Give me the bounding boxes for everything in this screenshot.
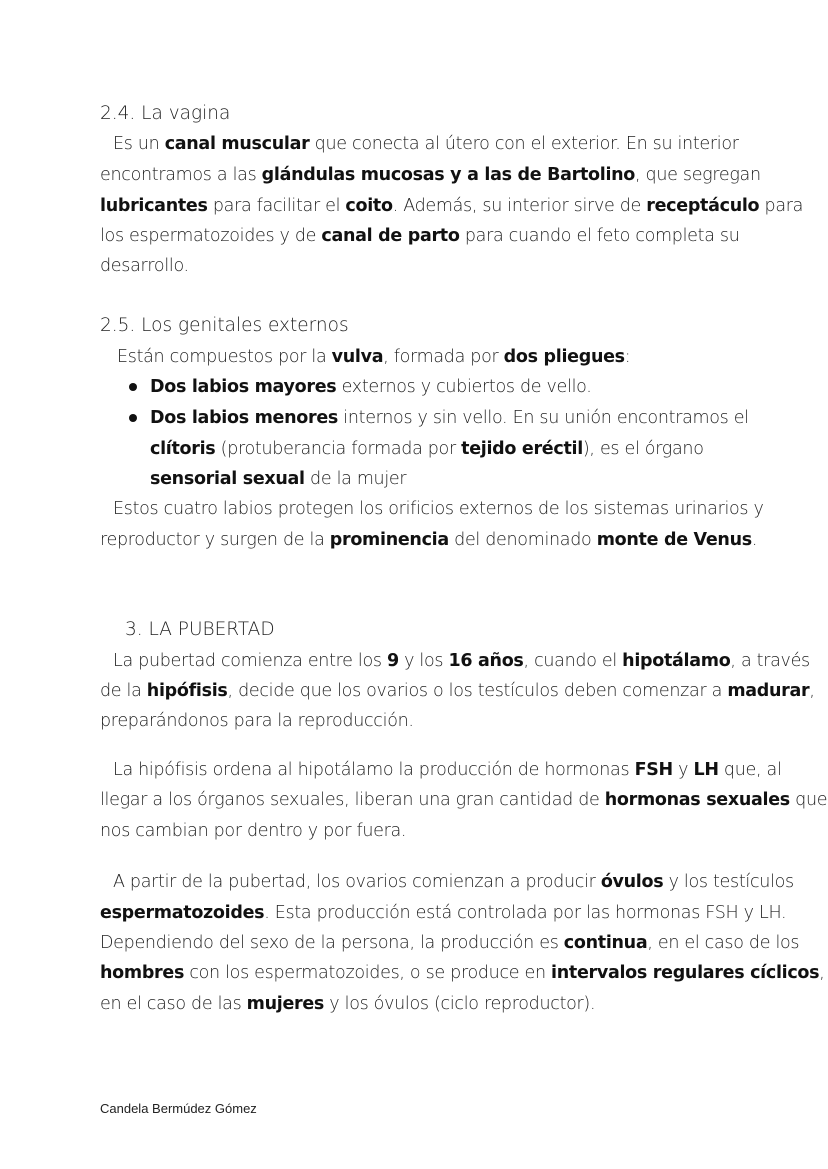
- text-run: del denominado: [448, 530, 597, 550]
- bold-term: hipófisis: [146, 681, 228, 701]
- bold-term: canal muscular: [164, 134, 310, 154]
- text-run: internos y sin vello. En su unión encontramos el: [338, 408, 749, 428]
- text-run: y: [672, 760, 694, 780]
- text-run: para: [759, 196, 804, 216]
- text-run: en el caso de las: [100, 994, 247, 1014]
- bold-term: glándulas mucosas y a las de Bartolino: [261, 165, 636, 185]
- footer-author: Candela Bermúdez Gómez: [100, 1101, 257, 1116]
- paragraph-line: [113, 871, 794, 893]
- bold-term: intervalos regulares cíclicos: [551, 963, 820, 983]
- text-run: nos cambian por dentro y por fuera.: [100, 821, 407, 841]
- text-run: Es un: [113, 134, 165, 154]
- paragraph-line: [100, 164, 761, 186]
- bold-term: clítoris: [150, 439, 216, 459]
- text-run: los espermatozoides y de: [100, 226, 322, 246]
- text-run: desarrollo.: [100, 256, 189, 276]
- text-run: La pubertad comienza entre los: [113, 651, 387, 671]
- text-run: Dependiendo del sexo de la persona, la producción es: [100, 933, 564, 953]
- text-run: y los óvulos (ciclo reproductor).: [324, 994, 596, 1014]
- text-run: con los espermatozoides, o se produce en: [184, 963, 552, 983]
- text-run: , que segregan: [635, 165, 761, 185]
- bold-term: FSH: [634, 760, 673, 780]
- paragraph-line: [100, 710, 414, 732]
- bold-term: receptáculo: [646, 196, 760, 216]
- list-item-line: [150, 438, 704, 460]
- bold-term: dos pliegues: [503, 347, 625, 367]
- text-run: ,: [819, 963, 825, 983]
- text-run: A partir de la pubertad, los ovarios comienzan a producir: [113, 872, 601, 892]
- list-item-line: [150, 407, 749, 429]
- bold-term: espermatozoides: [100, 903, 265, 923]
- bold-term: continua: [563, 933, 648, 953]
- text-run: y los testículos: [663, 872, 794, 892]
- paragraph-line: [100, 680, 815, 702]
- paragraph-line: [113, 498, 764, 520]
- bold-term: vulva: [331, 347, 384, 367]
- paragraph-line: [100, 225, 740, 247]
- text-run: de la mujer: [304, 469, 407, 489]
- text-run: para cuando el feto completa su: [459, 226, 740, 246]
- text-run: ), es el órgano: [582, 439, 704, 459]
- section-title-pubertad: 3. LA PUBERTAD: [125, 619, 275, 640]
- text-run: de la: [100, 681, 147, 701]
- text-run: que: [789, 790, 828, 810]
- bold-term: hombres: [100, 963, 185, 983]
- paragraph-line: [100, 993, 595, 1015]
- text-run: , cuando el: [523, 651, 623, 671]
- bold-term: 16 años: [448, 651, 524, 671]
- bold-term: canal de parto: [321, 226, 460, 246]
- text-run: que, al: [718, 760, 782, 780]
- paragraph-line: [113, 133, 739, 155]
- bold-term: sensorial sexual: [150, 469, 305, 489]
- bold-term: lubricantes: [100, 196, 208, 216]
- paragraph-line: [100, 529, 757, 551]
- text-run: externos y cubiertos de vello.: [336, 377, 592, 397]
- section-title-genitales: 2.5. Los genitales externos: [100, 315, 349, 336]
- paragraph-line: [113, 759, 782, 781]
- bold-term: 9: [386, 651, 399, 671]
- paragraph-line: [100, 789, 827, 811]
- paragraph-line: [113, 650, 810, 672]
- bold-term: hormonas sexuales: [604, 790, 790, 810]
- text-run: , formada por: [383, 347, 504, 367]
- bold-term: coito: [345, 196, 393, 216]
- text-run: . Esta producción está controlada por las hormonas FSH y LH.: [264, 903, 787, 923]
- text-run: , decide que los ovarios o los testículos deben comenzar a: [227, 681, 728, 701]
- text-run: llegar a los órganos sexuales, liberan una gran cantidad de: [100, 790, 605, 810]
- bold-term: mujeres: [246, 994, 325, 1014]
- text-run: (protuberancia formada por: [215, 439, 462, 459]
- paragraph-line: [100, 932, 799, 954]
- bold-term: madurar: [727, 681, 810, 701]
- text-run: :: [624, 347, 631, 367]
- text-run: . Además, su interior sirve de: [392, 196, 647, 216]
- text-run: encontramos a las: [100, 165, 262, 185]
- bold-term: LH: [693, 760, 719, 780]
- text-run: .: [751, 530, 758, 550]
- text-run: que conecta al útero con el exterior. En su interior: [309, 134, 739, 154]
- text-run: Estos cuatro labios protegen los orificios externos de los sistemas urinarios y: [113, 499, 764, 519]
- text-run: y los: [398, 651, 449, 671]
- bold-term: hipotálamo: [622, 651, 731, 671]
- paragraph-line: [100, 255, 189, 277]
- bold-term: Dos labios menores: [150, 408, 339, 428]
- paragraph-line: [100, 820, 406, 842]
- paragraph-line: [117, 346, 630, 368]
- section-title-vagina: 2.4. La vagina: [100, 103, 231, 124]
- bold-term: prominencia: [329, 530, 449, 550]
- bullet-icon: [129, 383, 137, 391]
- bullet-icon: [129, 414, 137, 422]
- paragraph-line: [100, 195, 803, 217]
- paragraph-line: [100, 902, 786, 924]
- bold-term: monte de Venus: [596, 530, 752, 550]
- paragraph-line: [100, 962, 825, 984]
- text-run: Están compuestos por la: [117, 347, 332, 367]
- list-item-line: [150, 468, 406, 490]
- text-run: , en el caso de los: [647, 933, 800, 953]
- bold-term: tejido eréctil: [461, 439, 583, 459]
- bold-term: Dos labios mayores: [150, 377, 337, 397]
- list-item-line: [150, 376, 592, 398]
- text-run: , a través: [730, 651, 810, 671]
- text-run: preparándonos para la reproducción.: [100, 711, 414, 731]
- text-run: reproductor y surgen de la: [100, 530, 330, 550]
- text-run: para facilitar el: [207, 196, 346, 216]
- text-run: La hipófisis ordena al hipotálamo la producción de hormonas: [113, 760, 635, 780]
- text-run: ,: [809, 681, 815, 701]
- bold-term: óvulos: [600, 872, 664, 892]
